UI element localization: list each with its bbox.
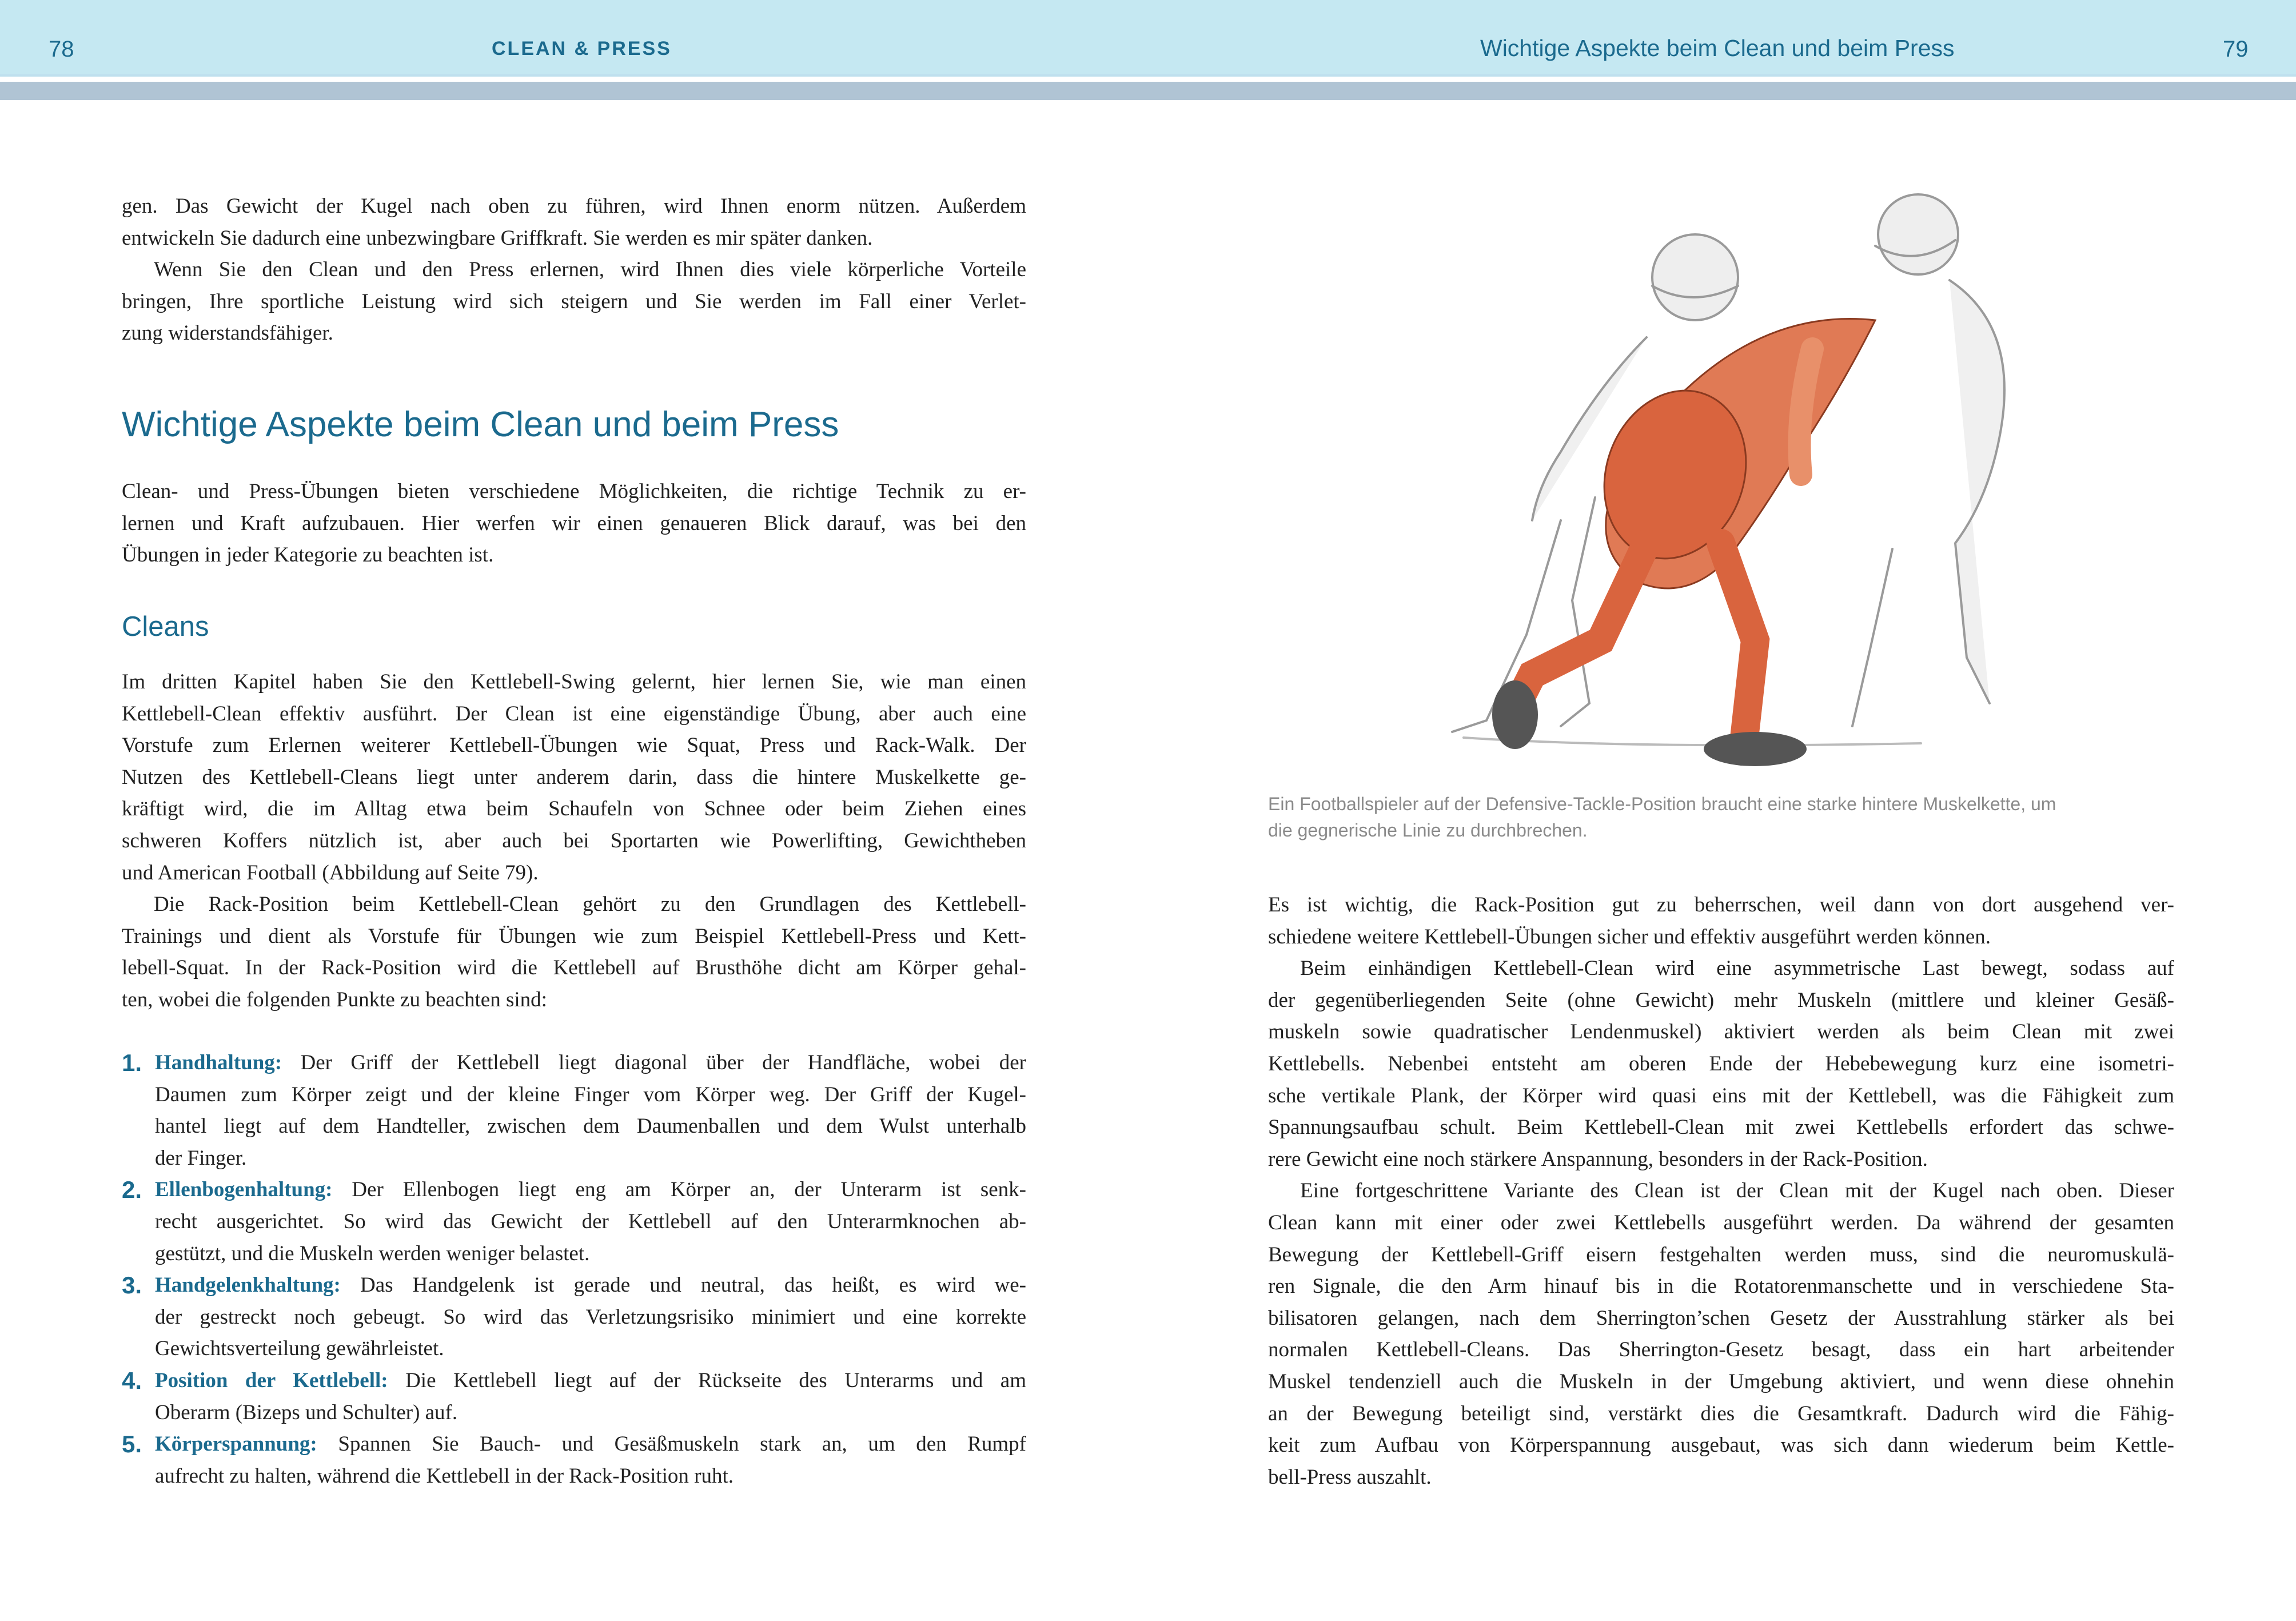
list-item [122,1428,1026,1492]
list-term: Position der Kettlebell: [155,1368,388,1392]
text-line: lebell-Squat. In der Rack-Position wird die Kettlebell auf Brusthöhe dicht am Körper gehal- [122,956,1026,980]
list-text: Die Kettlebell liegt auf der Rückseite des Unterarms und am [388,1368,1026,1392]
list-item [122,1047,1026,1174]
list-item [122,1365,1026,1428]
text-line: sche vertikale Plank, der Körper wird quasi eins mit der Kettlebell, was die Fähigkeit zum [1268,1084,2174,1108]
list-text: Das Handgelenk ist gerade und neutral, das heißt, es wird we- [340,1273,1026,1297]
text-line: der gestreckt noch gebeugt. So wird das Verletzungsrisiko minimiert und eine korrekte [155,1305,1026,1329]
text-line: Kettlebell-Clean effektiv ausführt. Der Clean ist eine eigenständige Übung, aber auch eine [122,702,1026,726]
text-line: Oberarm (Bizeps und Schulter) auf. [155,1400,458,1424]
text-line: Clean kann mit einer oder zwei Kettlebells ausgeführt werden. Da während der gesamten [1268,1210,2174,1234]
list-term: Handhaltung: [155,1051,282,1074]
text-line: bringen, Ihre sportliche Leistung wird sich steigern und Sie werden im Fall einer Verlet- [122,289,1026,313]
text-line: rere Gewicht eine noch stärkere Anspannung, besonders in der Rack-Position. [1268,1147,1928,1171]
text-line: Die Rack-Position beim Kettlebell-Clean gehört zu den Grundlagen des Kettlebell- [154,893,1026,917]
header-divider-bar [0,82,2296,100]
text-line: keit zum Aufbau von Körperspannung ausgebaut, was sich dann wiederum beim Kettle- [1268,1433,2174,1457]
text-line: Im dritten Kapitel haben Sie den Kettlebell-Swing gelernt, hier lernen Sie, wie man einen [122,670,1026,694]
text-line: an der Bewegung beteiligt sind, verstärkt dies die Gesamtkraft. Dadurch wird die Fähig- [1268,1401,2174,1425]
figure-caption [1268,791,2174,843]
text-line: aufrecht zu halten, während die Kettlebell in der Rack-Position ruht. [155,1464,734,1488]
text-line: muskeln sowie quadratischer Lendenmuskel) aktiviert werden als beim Clean mit zwei [1268,1020,2174,1044]
list-item [122,1269,1026,1365]
text-line: Eine fortgeschrittene Variante des Clean ist der Clean mit der Kugel nach oben. Dieser [1300,1179,2174,1203]
text-line: Clean- und Press-Übungen bieten verschiedene Möglichkeiten, die richtige Technik zu er- [122,480,1026,503]
list-first-line [155,1365,1026,1397]
list-text: Der Griff der Kettlebell liegt diagonal über der Handfläche, wobei der [282,1051,1026,1074]
text-line: Nutzen des Kettlebell-Cleans liegt unter anderem darin, dass die hintere Muskelkette ge- [122,765,1026,789]
text-line: schweren Koffers nützlich ist, aber auch bei Sportarten wie Powerlifting, Gewichtheben [122,829,1026,853]
list-number: 3. [122,1272,142,1299]
text-line: der Finger. [155,1146,247,1170]
list-text: Der Ellenbogen liegt eng am Körper an, der Unterarm ist senk- [332,1178,1026,1202]
text-line: Bewegung der Kettlebell-Griff eisern festgehalten werden muss, sind die neuromuskulä- [1268,1242,2174,1266]
text-line: bell-Press auszahlt. [1268,1465,1432,1489]
text-line: hantel liegt auf dem Handteller, zwischen dem Daumenballen und dem Wulst unterhalb [155,1114,1026,1138]
text-line: recht ausgerichtet. So wird das Gewicht der Kettlebell auf den Unterarmknochen ab- [155,1209,1026,1233]
rack-position-list [122,1047,1026,1492]
text-line: gen. Das Gewicht der Kugel nach oben zu führen, wird Ihnen enorm nützen. Außerdem [122,194,1026,218]
section-intro-paragraph [122,476,1026,571]
intro-paragraphs [122,190,1026,349]
text-line: bilisatoren gelangen, nach dem Sherrington’schen Gesetz der Ausstrahlung stärker als bei [1268,1306,2174,1330]
caption-line: die gegnerische Linie zu durchbrechen. [1268,820,1588,841]
right-page-number: 79 [2223,37,2249,62]
text-line: normalen Kettlebell-Cleans. Das Sherrington-Gesetz besagt, dass ein hart arbeitender [1268,1338,2174,1362]
text-line: Kettlebells. Nebenbei entsteht am oberen Ende der Hebebewegung kurz eine isometri- [1268,1052,2174,1076]
cleans-paragraphs [122,666,1026,1016]
left-section-title: CLEAN & PRESS [492,38,672,59]
list-term: Handgelenkhaltung: [155,1273,341,1297]
text-line: Vorstufe zum Erlernen weiterer Kettlebell-Übungen wie Squat, Press und Rack-Walk. Der [122,734,1026,758]
text-line: Gewichtsverteilung gewährleistet. [155,1337,444,1361]
text-line: schiedene weitere Kettlebell-Übungen sicher und effektiv ausgeführt werden können. [1268,925,1991,949]
section-heading: Wichtige Aspekte beim Clean und beim Press [122,405,839,444]
list-number: 5. [122,1431,142,1458]
right-page-paragraphs [1268,889,2174,1493]
right-running-title: Wichtige Aspekte beim Clean und beim Press [1480,35,1955,61]
text-line: und American Football (Abbildung auf Seite 79). [122,861,539,885]
list-item [122,1174,1026,1269]
text-line: ren Signale, die den Arm hinauf bis in die Rotatorenmanschette und in verschiedene Sta- [1268,1275,2174,1299]
left-page-number: 78 [49,37,74,62]
list-first-line [155,1428,1026,1460]
list-term: Körperspannung: [155,1432,317,1456]
text-line: Beim einhändigen Kettlebell-Clean wird eine asymmetrische Last bewegt, sodass auf [1300,957,2174,981]
text-line: Spannungsaufbau schult. Beim Kettlebell-Clean mit zwei Kettlebells erfordert das schwe- [1268,1116,2174,1140]
text-line: Muskel tendenziell auch die Muskeln in der Umgebung aktiviert, und wenn diese ohnehin [1268,1369,2174,1393]
text-line: Es ist wichtig, die Rack-Position gut zu beherrschen, weil dann von dort ausgehend ver- [1268,893,2174,917]
caption-line: Ein Footballspieler auf der Defensive-Tackle-Position braucht eine starke hintere Muskelkette, um [1268,794,2056,814]
list-term: Ellenbogenhaltung: [155,1178,333,1202]
text-line: ten, wobei die folgenden Punkte zu beachten sind: [122,987,547,1011]
text-line: gestützt, und die Muskeln werden weniger belastet. [155,1241,590,1265]
text-line: Daumen zum Körper zeigt und der kleine Finger vom Körper weg. Der Griff der Kugel- [155,1082,1026,1106]
list-number: 1. [122,1049,142,1076]
list-first-line [155,1047,1026,1079]
text-line: zung widerstandsfähiger. [122,321,333,345]
text-line: Wenn Sie den Clean und den Press erlernen, wird Ihnen dies viele körperliche Vorteile [154,258,1026,282]
text-line: kräftigt wird, die im Alltag etwa beim Schaufeln von Schnee oder beim Ziehen eines [122,797,1026,821]
text-line: Trainings und dient als Vorstufe für Übungen wie zum Beispiel Kettlebell-Press und Kett- [122,924,1026,948]
text-line: Übungen in jeder Kategorie zu beachten ist. [122,543,494,567]
text-line: entwickeln Sie dadurch eine unbezwingbare Griffkraft. Sie werden es mir später danken. [122,226,873,250]
subheading-cleans: Cleans [122,611,209,642]
football-tackle-illustration [1378,177,2030,772]
text-line: der gegenüberliegenden Seite (ohne Gewicht) mehr Muskeln (mittlere und kleiner Gesäß- [1268,988,2174,1012]
text-line: lernen und Kraft aufzubauen. Hier werfen wir einen genaueren Blick darauf, was bei den [122,511,1026,535]
list-first-line [155,1269,1026,1301]
list-text: Spannen Sie Bauch- und Gesäßmuskeln stark an, um den Rumpf [317,1432,1026,1456]
list-first-line [155,1174,1026,1206]
list-number: 4. [122,1367,142,1394]
list-number: 2. [122,1176,142,1204]
